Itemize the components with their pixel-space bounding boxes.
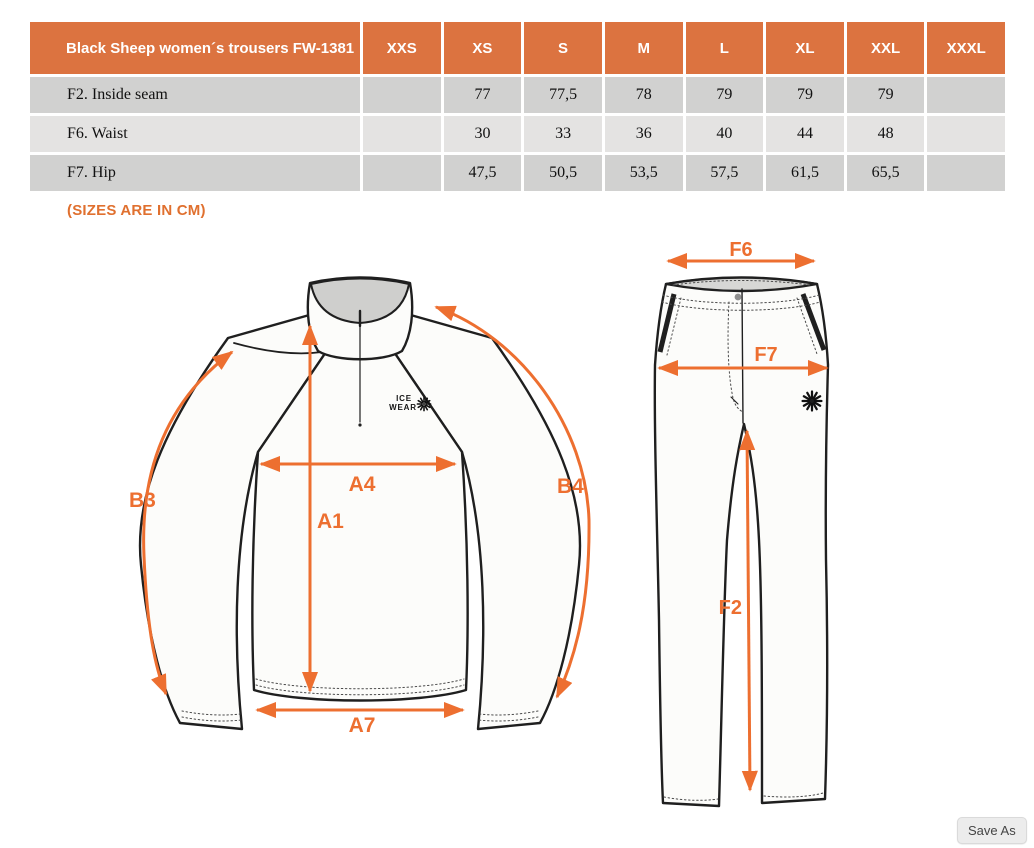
size-header-l: L bbox=[686, 22, 764, 74]
size-value-cell: 40 bbox=[686, 116, 764, 152]
size-value-cell: 77 bbox=[444, 77, 522, 113]
size-value-cell: 79 bbox=[847, 77, 925, 113]
size-value-cell: 57,5 bbox=[686, 155, 764, 191]
shirt-drawing bbox=[140, 278, 580, 730]
size-header-xxs: XXS bbox=[363, 22, 441, 74]
size-value-cell: 33 bbox=[524, 116, 602, 152]
size-value-cell: 47,5 bbox=[444, 155, 522, 191]
b3-label: B3 bbox=[129, 489, 156, 512]
waist-button bbox=[735, 294, 742, 301]
b4-label: B4 bbox=[557, 475, 584, 498]
size-header-m: M bbox=[605, 22, 683, 74]
size-header-xl: XL bbox=[766, 22, 844, 74]
size-header-xxxl: XXXL bbox=[927, 22, 1005, 74]
trousers-drawing bbox=[655, 278, 828, 807]
row-label: F6. Waist bbox=[30, 116, 360, 152]
size-value-cell: 50,5 bbox=[524, 155, 602, 191]
size-value-cell: 79 bbox=[766, 77, 844, 113]
size-value-cell: 48 bbox=[847, 116, 925, 152]
size-value-cell: 79 bbox=[686, 77, 764, 113]
size-header-xs: XS bbox=[444, 22, 522, 74]
size-header-s: S bbox=[524, 22, 602, 74]
logo-text-ice: ICE bbox=[396, 394, 412, 403]
size-value-cell: 61,5 bbox=[766, 155, 844, 191]
size-header-xxl: XXL bbox=[847, 22, 925, 74]
size-value-cell: 36 bbox=[605, 116, 683, 152]
trousers-body bbox=[655, 278, 828, 806]
size-value-cell: 65,5 bbox=[847, 155, 925, 191]
f6-label: F6 bbox=[729, 239, 753, 261]
size-value-cell: 78 bbox=[605, 77, 683, 113]
a4-label: A4 bbox=[348, 473, 376, 496]
a7-label: A7 bbox=[348, 714, 376, 737]
size-value-cell: 53,5 bbox=[605, 155, 683, 191]
fly-seam bbox=[742, 289, 743, 423]
row-label: F2. Inside seam bbox=[30, 77, 360, 113]
f2-arrow bbox=[747, 431, 750, 790]
size-value-cell: 30 bbox=[444, 116, 522, 152]
size-value-cell: 77,5 bbox=[524, 77, 602, 113]
table-title: Black Sheep women´s trousers FW-1381 bbox=[30, 22, 360, 74]
a1-label: A1 bbox=[317, 510, 344, 533]
row-label: F7. Hip bbox=[30, 155, 360, 191]
size-value-cell: 44 bbox=[766, 116, 844, 152]
logo-text-wear: WEAR bbox=[389, 403, 417, 412]
sizes-note: (SIZES ARE IN CM) bbox=[67, 202, 206, 219]
save-as-button[interactable]: Save As bbox=[957, 817, 1027, 844]
f2-label: F2 bbox=[718, 597, 742, 619]
f7-label: F7 bbox=[754, 344, 778, 366]
